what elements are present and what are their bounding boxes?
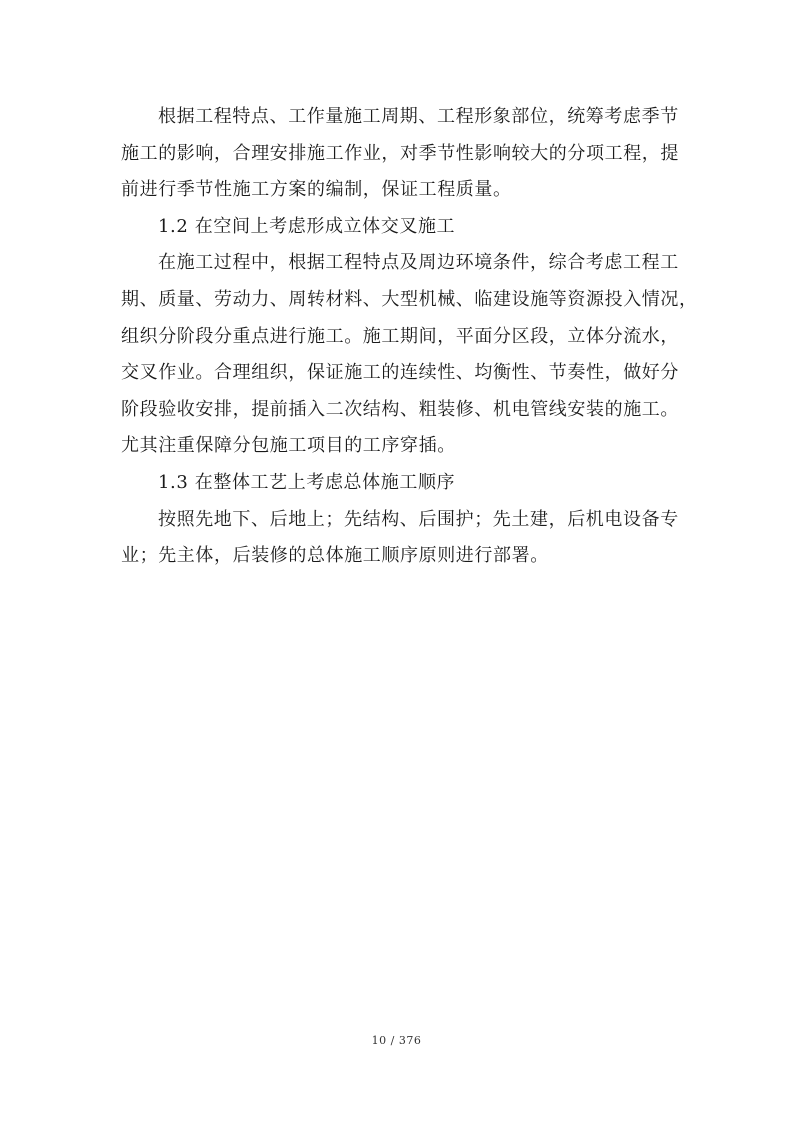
page-number: 10 / 376: [371, 1034, 422, 1047]
page-body: [121, 101, 698, 572]
text-line: 期、质量、劳动力、周转材料、大型机械、临建设施等资源投入情况，: [121, 288, 698, 310]
text-line: 尤其注重保障分包施工项目的工序穿插。: [121, 435, 456, 457]
text-line: 阶段验收安排，提前插入二次结构、粗装修、机电管线安装的施工。: [121, 398, 679, 420]
text-line: 组织分阶段分重点进行施工。施工期间，平面分区段，立体分流水，: [121, 325, 679, 347]
paragraph-construction-sequence: [121, 504, 677, 573]
section-heading-1-3: 1.3 在整体工艺上考虑总体施工顺序: [158, 471, 456, 493]
text-line: 在施工过程中，根据工程特点及周边环境条件，综合考虑工程工: [158, 252, 679, 274]
text-line: 按照先地下、后地上；先结构、后围护；先土建，后机电设备专: [158, 508, 679, 530]
text-line: 前进行季节性施工方案的编制，保证工程质量。: [121, 179, 512, 201]
text-line: 业；先主体，后装修的总体施工顺序原则进行部署。: [121, 545, 549, 567]
text-line: 交叉作业。合理组织，保证施工的连续性、均衡性、节奏性，做好分: [121, 362, 679, 384]
paragraph-cross-construction: [121, 247, 698, 462]
paragraph-seasonal-construction: [121, 101, 677, 206]
text-line: 根据工程特点、工作量施工周期、工程形象部位，统筹考虑季节: [158, 106, 679, 127]
text-line: 施工的影响，合理安排施工作业，对季节性影响较大的分项工程，提: [121, 142, 679, 164]
section-heading-1-2: 1.2 在空间上考虑形成立体交叉施工: [158, 215, 456, 237]
